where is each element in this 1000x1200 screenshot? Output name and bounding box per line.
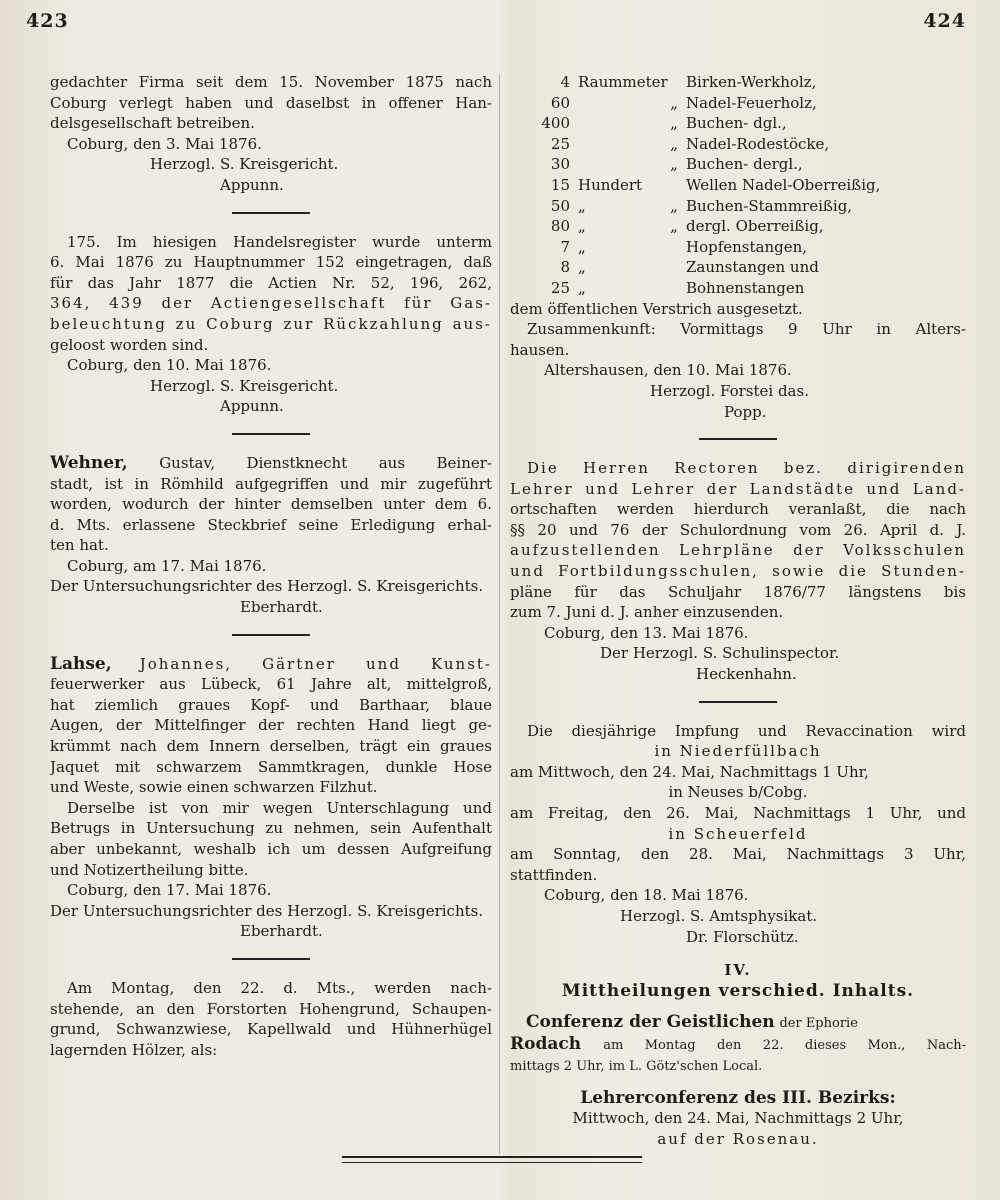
text-line: §§ 20 und 76 der Schulordnung vom 26. April d. J. [510,520,966,539]
text-line: der Ephorie [779,1015,858,1031]
text-line: ten hat. [50,536,109,555]
section-title: Mittheilungen verschied. Inhalts. [561,981,915,1002]
text-line: Zusammenkunft: Vormittags 9 Uhr in Alters- [527,320,966,339]
notice-school-plans [510,458,966,685]
spacer [510,1002,966,1012]
text-line [50,654,492,675]
text-line: in Niederfüllbach [654,742,822,761]
text-line: mittags 2 Uhr, im L. Götz'schen Local. [510,1058,763,1074]
left-column [50,72,492,1060]
text-line: 175. Im hiesigen Handelsregister wurde unterm [67,232,492,251]
conference-heading: Lehrerconferenz des III. Bezirks: [580,1087,896,1108]
separator-rule [232,958,310,960]
text-line: Augen, der Mittelfinger der rechten Hand liegt ge- [50,716,492,735]
text-line: pläne für das Schuljahr 1876/77 längstens bis [510,582,966,601]
text-line: Derselbe ist von mir wegen Unterschlagung und [67,798,492,817]
text-line: Lehrer und Lehrer der Landstädte und Land- [510,479,966,498]
text-line: am Montag den 22. dieses Mon., Nach- [603,1038,966,1054]
wood-item: 30 „ Buchen- dergl., [550,155,803,174]
text-line: d. Mts. erlassene Steckbrief seine Erledigung erhal- [50,515,492,534]
wood-item: 8 „ Zaunstangen und [560,258,819,277]
wood-item: 50 „ „ Buchen-Stammreißig, [550,196,853,215]
text-line: stattfinden. [510,865,598,884]
notice-auction-meeting [510,299,966,423]
separator-rule [232,634,310,636]
wood-item: 400 „ Buchen- dgl., [541,114,787,133]
issuer: Der Untersuchungsrichter des Herzogl. S. Kreisgerichts. [50,577,484,596]
place-date: Coburg, den 18. Mai 1876. [544,886,749,905]
text-line: worden, wodurch der hinter demselben unter dem 6. [50,495,492,514]
text-line [50,453,492,474]
text-line: ortschaften werden hierdurch veranlaßt, die nach [510,500,966,519]
place-date: Altershausen, den 10. Mai 1876. [544,361,792,380]
text-line: Johannes, Gärtner und Kunst- [139,654,492,673]
text-line: delsgesellschaft betreiben. [50,114,255,133]
signature: Popp. [724,402,767,421]
issuer: Der Herzogl. S. Schulinspector. [600,644,840,663]
text-line: stadt, ist in Römhild aufgegriffen und mir zugeführt [50,474,492,493]
notice-lahse [50,654,492,942]
text-line: feuerwerker aus Lübeck, 61 Jahre alt, mittelgroß, [50,675,492,694]
text-line: gedachter Firma seit dem 15. November 1875 nach [50,73,492,91]
text-line: am Sonntag, den 28. Mai, Nachmittags 3 Uhr, [510,845,966,864]
notice-vaccination [510,721,966,948]
notice-wood-auction [50,978,492,1060]
column-divider [499,74,500,1154]
issuer: Herzogl. S. Kreisgericht. [150,376,339,395]
text-line: Betrugs in Untersuchung zu nehmen, sein Aufenthalt [50,819,492,838]
place-date: Coburg, den 10. Mai 1876. [67,356,272,375]
spacer [510,1078,966,1088]
notice-share-redemption [50,232,492,417]
text-line: und Fortbildungsschulen, sowie die Stunden- [510,562,966,581]
signature: Eberhardt. [240,598,323,617]
text-line: Jaquet mit schwarzem Sammtkragen, dunkle Hose [50,757,492,776]
text-line: am Freitag, den 26. Mai, Nachmittags 1 Uhr, und [510,804,966,822]
bottom-rule [342,1156,642,1163]
text-line: 364, 439 der Actiengesellschaft für Gas- [50,294,492,313]
separator-rule [699,701,777,703]
signature: Dr. Florschütz. [686,927,799,946]
text-line: stehende, an den Forstorten Hohengrund, Schaupen- [50,999,492,1018]
issuer: Herzogl. S. Amtsphysikat. [620,906,818,925]
separator-rule [232,212,310,214]
wood-item: 80 „ „ dergl. Oberreißig, [550,217,824,236]
text-line: aufzustellenden Lehrpläne der Volksschulen [510,541,966,560]
text-line: grund, Schwanzwiese, Kapellwald und Hühnerhügel [50,1020,492,1039]
place-date: Coburg, den 13. Mai 1876. [544,623,749,642]
wood-item: 7 „ Hopfenstangen, [560,237,808,256]
left-page-number: 423 [26,10,69,32]
text-line: krümmt nach dem Innern derselben, trägt ein graues [50,737,492,756]
notice-teacher-conference [510,1088,966,1150]
text-line: hausen. [510,340,570,359]
text-line: in Neuses b/Cobg. [668,783,808,802]
wood-item: 25 „ Nadel-Rodestöcke, [550,134,830,153]
text-line: für das Jahr 1877 die Actien Nr. 52, 196, 262, [50,273,492,292]
wood-list [510,72,966,299]
text-line: Am Montag, den 22. d. Mts., werden nach- [67,978,492,997]
person-name: Lahse, [50,653,112,674]
wood-item: 15 Hundert Wellen Nadel-Oberreißig, [550,175,881,194]
text-line: hat ziemlich graues Kopf- und Barthaar, blaue [50,695,492,714]
text-line: Die Herren Rectoren bez. dirigirenden [527,459,966,478]
issuer: Herzogl. Forstei das. [650,381,809,400]
text-line: beleuchtung zu Coburg zur Rückzahlung aus- [50,314,492,333]
text-line: Die diesjährige Impfung und Revaccination wird [527,721,966,740]
place-date: Coburg, den 17. Mai 1876. [67,881,272,900]
text-line: Mittwoch, den 24. Mai, Nachmittags 2 Uhr, [572,1109,904,1128]
text-line: zum 7. Juni d. J. anher einzusenden. [510,603,784,622]
issuer: Herzogl. S. Kreisgericht. [150,155,339,174]
text-line: in Scheuerfeld [668,824,808,843]
signature: Heckenhahn. [696,665,797,684]
text-line: am Mittwoch, den 24. Mai, Nachmittags 1 Uhr, [510,762,869,781]
place-name: Rodach [510,1034,582,1055]
text-line: geloost worden sind. [50,335,209,354]
text-line: Coburg verlegt haben und daselbst in offener Han- [50,93,492,112]
text-line: dem öffentlichen Verstrich ausgesetzt. [510,299,803,318]
section-number: IV. [724,961,752,980]
signature: Appunn. [220,397,284,416]
text-line [510,1034,966,1057]
text-line: und Weste, sowie einen schwarzen Filzhut. [50,778,378,797]
signature: Eberhardt. [240,922,323,941]
notice-wehner [50,453,492,618]
text-line [510,1012,966,1035]
text-line: und Notizertheilung bitte. [50,860,249,879]
wood-item: 60 „ Nadel-Feuerholz, [550,93,817,112]
text-line: auf der Rosenau. [657,1129,819,1148]
text-line: 6. Mai 1876 zu Hauptnummer 152 eingetragen, daß [50,253,492,272]
wood-item: 25 „ Bohnenstangen [550,278,805,297]
text-line: Gustav, Dienstknecht aus Beiner- [159,453,492,472]
wood-item: 4 Raummeter Birken-Werkholz, [560,73,817,91]
person-name: Wehner, [50,452,128,473]
issuer: Der Untersuchungsrichter des Herzogl. S. Kreisgerichts. [50,901,484,920]
text-line: aber unbekannt, weshalb ich um dessen Aufgreifung [50,840,492,858]
text-line: lagernden Hölzer, als: [50,1040,218,1059]
separator-rule [232,433,310,435]
signature: Appunn. [220,175,284,194]
notice-clergy-conference [510,1012,966,1078]
place-date: Coburg, am 17. Mai 1876. [67,556,267,575]
place-date: Coburg, den 3. Mai 1876. [67,134,262,153]
right-column [510,72,966,1149]
notice-firm-relocation [50,72,492,196]
conference-heading: Conferenz der Geistlichen [526,1011,775,1032]
separator-rule [699,438,777,440]
right-page-number: 424 [923,10,966,32]
